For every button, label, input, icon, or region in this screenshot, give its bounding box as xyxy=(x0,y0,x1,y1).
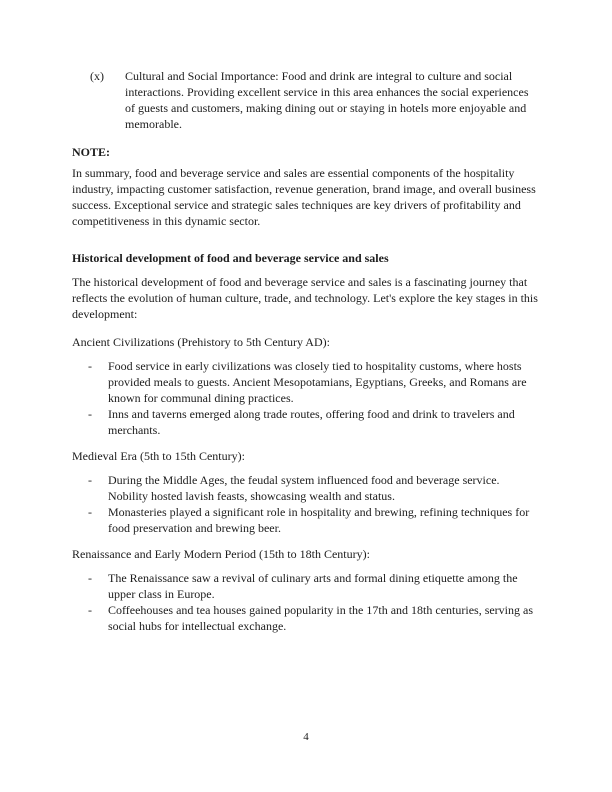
era-title-medieval: Medieval Era (5th to 15th Century): xyxy=(72,449,245,463)
era-title-ancient: Ancient Civilizations (Prehistory to 5th Century AD): xyxy=(72,335,330,349)
era-bullets-ancient xyxy=(72,358,540,438)
list-item xyxy=(88,570,540,602)
era-title-renaissance: Renaissance and Early Modern Period (15th to 18th Century): xyxy=(72,547,370,561)
dash-bullet-marker: - xyxy=(88,571,92,585)
page-number: 4 xyxy=(303,731,309,743)
page-content xyxy=(72,68,540,644)
dash-bullet-marker: - xyxy=(88,505,92,519)
dash-bullet-marker: - xyxy=(88,473,92,487)
list-item xyxy=(88,504,540,536)
dash-bullet-marker: - xyxy=(88,359,92,373)
list-item-label: (x) xyxy=(90,69,104,83)
note-heading: NOTE: xyxy=(72,145,111,159)
bullet-text: Inns and taverns emerged along trade routes, offering food and drink to travelers and merchants. xyxy=(108,407,515,437)
list-item-x xyxy=(72,68,540,132)
dash-bullet-marker: - xyxy=(88,603,92,617)
list-item xyxy=(88,472,540,504)
section-heading: Historical development of food and beverage service and sales xyxy=(72,251,389,265)
bullet-text: Coffeehouses and tea houses gained popularity in the 17th and 18th centuries, serving as social hubs for intellectual exchange. xyxy=(108,603,534,633)
note-body: In summary, food and beverage service and sales are essential components of the hospitality industry, impacting customer satisfaction, revenue generation, brand image, and overall business success. Exceptional service and strategic sales techniques are key drivers of profitability and competitiveness in this dynamic sector. xyxy=(72,166,536,228)
era-bullets-renaissance xyxy=(72,570,540,634)
bullet-text: Food service in early civilizations was closely tied to hospitality customs, where hosts provided meals to guests. Ancient Mesopotamians, Egyptians, Greeks, and Romans are known for communal dining practices. xyxy=(108,359,527,405)
list-item xyxy=(88,602,540,634)
era-bullets-medieval xyxy=(72,472,540,536)
section-intro: The historical development of food and beverage service and sales is a fascinating journey that reflects the evolution of human culture, trade, and technology. Let's explore the key stages in this development: xyxy=(72,275,538,321)
bullet-text: During the Middle Ages, the feudal system influenced food and beverage service. Nobility hosted lavish feasts, showcasing wealth and status. xyxy=(108,473,500,503)
list-item xyxy=(88,406,540,438)
bullet-text: Monasteries played a significant role in hospitality and brewing, refining techniques for food preservation and brewing beer. xyxy=(108,505,530,535)
dash-bullet-marker: - xyxy=(88,407,92,421)
bullet-text: The Renaissance saw a revival of culinary arts and formal dining etiquette among the upper class in Europe. xyxy=(108,571,518,601)
list-item xyxy=(88,358,540,406)
list-item-text: Cultural and Social Importance: Food and drink are integral to culture and social interactions. Providing excellent service in this area enhances the social experiences of guests and customers, making dining out or staying in hotels more enjoyable and memorable. xyxy=(125,69,529,131)
